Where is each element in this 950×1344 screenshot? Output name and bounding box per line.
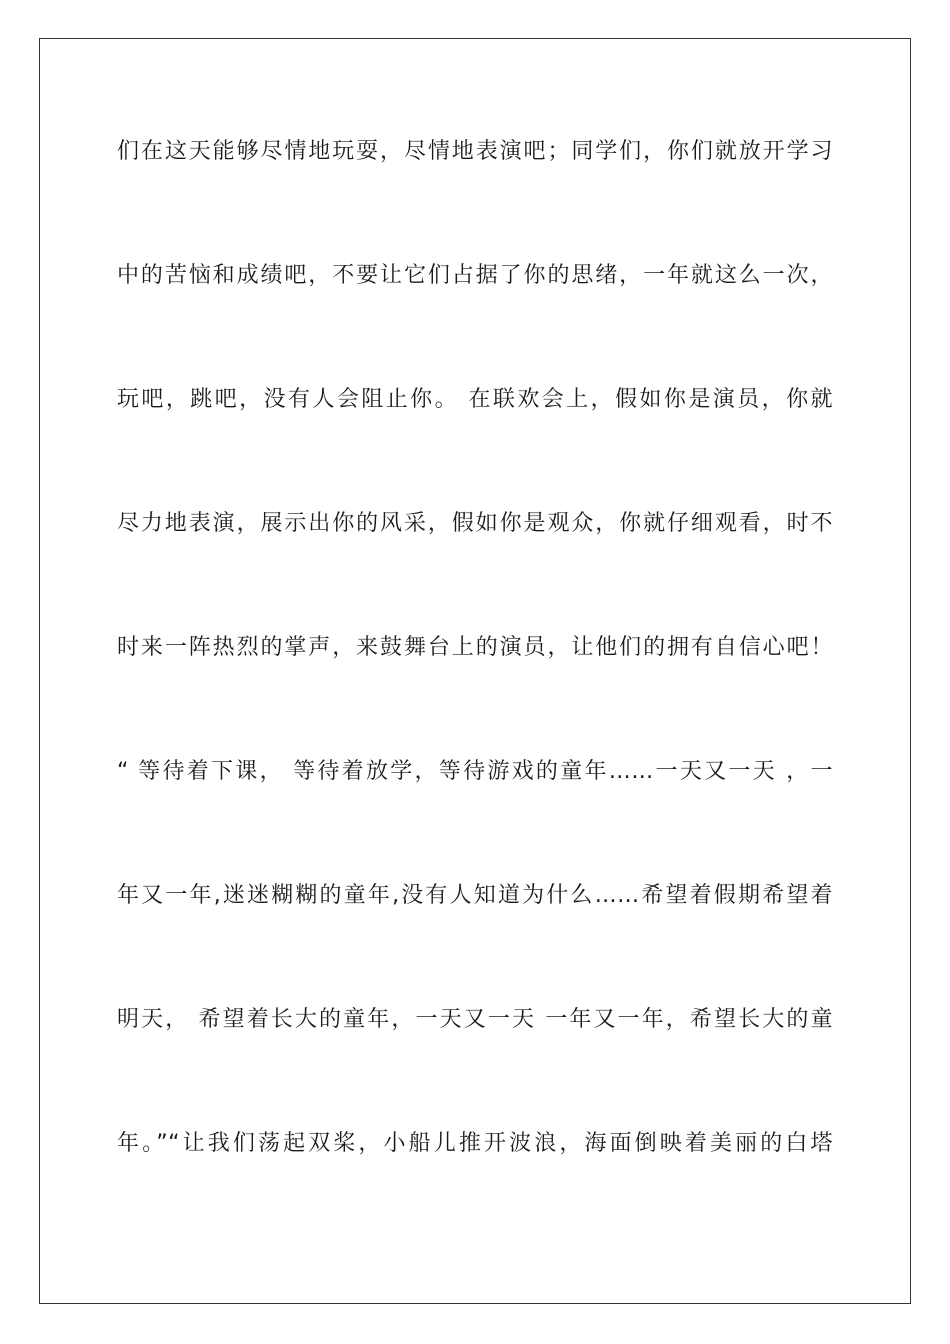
body-text-line: “ 等待着下课， 等待着放学，等待游戏的童年……一天又一天 ，一 [117, 759, 833, 784]
body-text-line: 们在这天能够尽情地玩耍，尽情地表演吧；同学们，你们就放开学习 [117, 139, 833, 164]
body-text-line: 尽力地表演，展示出你的风采，假如你是观众，你就仔细观看，时不 [117, 511, 833, 536]
body-text-line: 中的苦恼和成绩吧，不要让它们占据了你的思绪，一年就这么一次， [117, 263, 833, 288]
body-text-line: 年。”“让我们荡起双桨，小船儿推开波浪，海面倒映着美丽的白塔 [117, 1131, 833, 1156]
body-text-line: 玩吧，跳吧，没有人会阻止你。 在联欢会上，假如你是演员，你就 [117, 387, 833, 412]
body-text-line: 年又一年,迷迷糊糊的童年,没有人知道为什么……希望着假期希望着 [117, 883, 833, 908]
body-text-line: 明天， 希望着长大的童年，一天又一天 一年又一年，希望长大的童 [117, 1007, 833, 1032]
page-border [39, 38, 911, 1304]
body-text-line: 时来一阵热烈的掌声，来鼓舞台上的演员，让他们的拥有自信心吧！ [117, 635, 833, 660]
